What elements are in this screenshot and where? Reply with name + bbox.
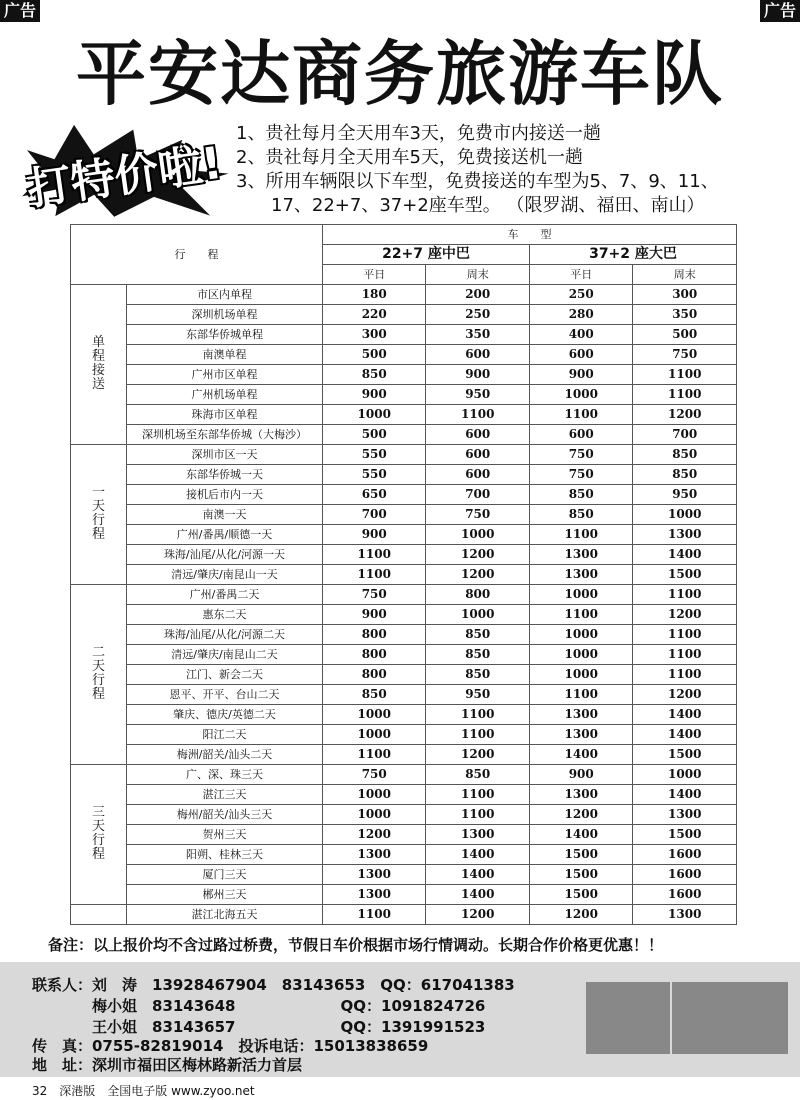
price-cell: 1400 <box>633 725 737 745</box>
table-row <box>71 365 737 385</box>
group-label <box>71 445 127 585</box>
price-cell: 1000 <box>426 605 530 625</box>
table-row <box>71 845 737 865</box>
ad-tag-right: 广告 <box>760 0 800 22</box>
price-cell: 750 <box>323 585 426 605</box>
bus-photo <box>586 982 670 1054</box>
car-type-header: 车 型 <box>323 225 737 245</box>
contact-line: 梅小姐 83143648 QQ：1091824726 <box>32 997 486 1015</box>
table-row <box>71 685 737 705</box>
group-label <box>71 285 127 445</box>
route-cell: 梅洲/韶关/汕头二天 <box>127 745 323 765</box>
route-cell: 厦门三天 <box>127 865 323 885</box>
price-cell: 1200 <box>323 825 426 845</box>
price-cell: 600 <box>529 425 632 445</box>
table-row <box>71 665 737 685</box>
price-cell: 750 <box>426 505 530 525</box>
price-cell: 1300 <box>529 705 632 725</box>
price-cell: 280 <box>529 305 632 325</box>
route-cell: 广州/番禺/顺德一天 <box>127 525 323 545</box>
price-cell: 1300 <box>323 865 426 885</box>
weekend-header: 周末 <box>633 265 737 285</box>
table-row <box>71 325 737 345</box>
bus-header-1: 22+7 座中巴 <box>323 245 530 265</box>
table-row <box>71 505 737 525</box>
price-cell: 1100 <box>529 525 632 545</box>
price-cell: 1000 <box>633 765 737 785</box>
weekday-header: 平日 <box>529 265 632 285</box>
price-cell: 1000 <box>529 585 632 605</box>
promo-burst <box>14 118 244 223</box>
route-cell: 市区内单程 <box>127 285 323 305</box>
price-cell: 1100 <box>529 685 632 705</box>
price-cell: 950 <box>426 385 530 405</box>
price-cell: 1400 <box>633 705 737 725</box>
route-header: 行 程 <box>71 225 323 285</box>
price-cell: 900 <box>323 605 426 625</box>
price-cell: 1300 <box>529 725 632 745</box>
price-cell: 180 <box>323 285 426 305</box>
route-cell: 江门、新会二天 <box>127 665 323 685</box>
price-cell: 1200 <box>633 685 737 705</box>
price-cell: 1200 <box>426 565 530 585</box>
price-cell: 1500 <box>633 825 737 845</box>
price-cell: 1000 <box>426 525 530 545</box>
price-cell: 1600 <box>633 845 737 865</box>
price-cell: 600 <box>426 345 530 365</box>
price-cell: 600 <box>426 465 530 485</box>
route-cell: 广、深、珠三天 <box>127 765 323 785</box>
price-cell: 1500 <box>633 565 737 585</box>
price-cell: 1300 <box>529 565 632 585</box>
price-cell: 550 <box>323 445 426 465</box>
contact-line: 王小姐 83143657 QQ：1391991523 <box>32 1018 486 1036</box>
price-cell: 1000 <box>529 665 632 685</box>
price-cell: 1000 <box>323 725 426 745</box>
table-row <box>71 785 737 805</box>
price-cell: 1100 <box>426 405 530 425</box>
price-cell: 650 <box>323 485 426 505</box>
price-cell: 300 <box>323 325 426 345</box>
price-cell: 900 <box>529 765 632 785</box>
price-cell: 600 <box>426 425 530 445</box>
table-row <box>71 745 737 765</box>
price-cell: 1500 <box>529 845 632 865</box>
table-row <box>71 725 737 745</box>
price-cell: 1600 <box>633 885 737 905</box>
price-cell: 1200 <box>529 805 632 825</box>
price-cell: 750 <box>323 765 426 785</box>
price-cell: 1300 <box>323 885 426 905</box>
price-cell: 800 <box>426 585 530 605</box>
route-cell: 郴州三天 <box>127 885 323 905</box>
price-table-body <box>71 285 737 925</box>
price-cell: 1100 <box>633 645 737 665</box>
group-label <box>71 905 127 925</box>
table-row <box>71 705 737 725</box>
table-row <box>71 285 737 305</box>
table-row <box>71 625 737 645</box>
price-cell: 850 <box>529 505 632 525</box>
group-label-text: 一天行程 <box>91 484 105 542</box>
price-cell: 350 <box>426 325 530 345</box>
price-cell: 1100 <box>323 905 426 925</box>
price-cell: 850 <box>633 445 737 465</box>
table-row <box>71 605 737 625</box>
ad-tag-left: 广告 <box>0 0 40 22</box>
price-cell: 850 <box>529 485 632 505</box>
price-cell: 300 <box>633 285 737 305</box>
price-cell: 1500 <box>529 885 632 905</box>
route-cell: 梅州/韶关/汕头三天 <box>127 805 323 825</box>
price-cell: 1200 <box>633 405 737 425</box>
route-cell: 惠东二天 <box>127 605 323 625</box>
route-cell: 珠海/汕尾/从化/河源二天 <box>127 625 323 645</box>
price-cell: 1400 <box>529 745 632 765</box>
price-cell: 220 <box>323 305 426 325</box>
price-cell: 1100 <box>323 745 426 765</box>
table-row <box>71 305 737 325</box>
price-cell: 1100 <box>633 585 737 605</box>
route-cell: 贺州三天 <box>127 825 323 845</box>
price-cell: 250 <box>426 305 530 325</box>
route-cell: 湛江北海五天 <box>127 905 323 925</box>
route-cell: 南澳一天 <box>127 505 323 525</box>
price-cell: 900 <box>426 365 530 385</box>
price-cell: 500 <box>323 345 426 365</box>
price-cell: 800 <box>323 645 426 665</box>
price-cell: 1300 <box>633 905 737 925</box>
route-cell: 阳朔、桂林三天 <box>127 845 323 865</box>
price-cell: 1400 <box>529 825 632 845</box>
route-cell: 恩平、开平、台山二天 <box>127 685 323 705</box>
price-cell: 700 <box>633 425 737 445</box>
table-row <box>71 465 737 485</box>
price-cell: 850 <box>426 665 530 685</box>
bus-fleet-photo <box>672 982 788 1054</box>
price-cell: 1100 <box>529 405 632 425</box>
group-label-text: 三天行程 <box>91 804 105 862</box>
table-row <box>71 905 737 925</box>
group-label <box>71 765 127 905</box>
fax-line: 传 真：0755-82819014 投诉电话：15013838659 <box>32 1037 429 1055</box>
price-cell: 750 <box>529 445 632 465</box>
price-cell: 200 <box>426 285 530 305</box>
table-row <box>71 425 737 445</box>
price-cell: 1000 <box>529 625 632 645</box>
price-cell: 1200 <box>426 545 530 565</box>
route-cell: 珠海市区单程 <box>127 405 323 425</box>
table-row <box>71 345 737 365</box>
price-cell: 850 <box>426 765 530 785</box>
price-cell: 1100 <box>529 605 632 625</box>
price-cell: 800 <box>323 625 426 645</box>
price-cell: 1400 <box>426 885 530 905</box>
note-3: 3、所用车辆限以下车型，免费接送的车型为5、7、9、11、 <box>236 171 719 192</box>
price-cell: 500 <box>323 425 426 445</box>
price-cell: 850 <box>323 685 426 705</box>
route-cell: 广州市区单程 <box>127 365 323 385</box>
price-cell: 1400 <box>426 865 530 885</box>
table-row <box>71 565 737 585</box>
route-cell: 广州/番禺二天 <box>127 585 323 605</box>
price-cell: 1300 <box>529 545 632 565</box>
weekday-header: 平日 <box>323 265 426 285</box>
price-cell: 1100 <box>633 385 737 405</box>
price-cell: 1200 <box>426 745 530 765</box>
price-cell: 500 <box>633 325 737 345</box>
price-cell: 1300 <box>426 825 530 845</box>
price-cell: 1100 <box>633 625 737 645</box>
price-cell: 950 <box>426 685 530 705</box>
price-cell: 400 <box>529 325 632 345</box>
price-cell: 1400 <box>633 545 737 565</box>
price-cell: 850 <box>323 365 426 385</box>
price-cell: 750 <box>529 465 632 485</box>
table-row <box>71 645 737 665</box>
price-cell: 250 <box>529 285 632 305</box>
table-row <box>71 485 737 505</box>
route-cell: 广州机场单程 <box>127 385 323 405</box>
price-cell: 1500 <box>529 865 632 885</box>
price-cell: 700 <box>323 505 426 525</box>
table-row <box>71 545 737 565</box>
price-cell: 1100 <box>633 365 737 385</box>
price-cell: 350 <box>633 305 737 325</box>
note-4: 17、22+7、37+2座车型。 （限罗湖、福田、南山） <box>271 195 705 216</box>
price-cell: 1400 <box>426 845 530 865</box>
price-cell: 1000 <box>529 645 632 665</box>
weekend-header: 周末 <box>426 265 530 285</box>
table-row <box>71 765 737 785</box>
price-cell: 1100 <box>426 805 530 825</box>
table-row <box>71 865 737 885</box>
group-label-text: 二天行程 <box>91 644 105 702</box>
address-line: 地 址：深圳市福田区梅林路新活力首层 <box>32 1056 303 1074</box>
price-cell: 1300 <box>529 785 632 805</box>
table-row <box>71 825 737 845</box>
group-label <box>71 585 127 765</box>
notes-block <box>236 122 796 218</box>
price-cell: 1000 <box>633 505 737 525</box>
price-cell: 1100 <box>426 785 530 805</box>
contact-line: 联系人：刘 涛 13928467904 83143653 QQ：617041383 <box>32 976 515 994</box>
price-cell: 850 <box>426 625 530 645</box>
price-cell: 1100 <box>426 705 530 725</box>
route-cell: 肇庆、德庆/英德二天 <box>127 705 323 725</box>
price-cell: 1100 <box>323 545 426 565</box>
route-cell: 清远/肇庆/南昆山二天 <box>127 645 323 665</box>
note-1: 1、贵社每月全天用车3天，免费市内接送一趟 <box>236 123 601 144</box>
price-cell: 900 <box>529 365 632 385</box>
price-cell: 550 <box>323 465 426 485</box>
price-cell: 850 <box>426 645 530 665</box>
price-cell: 1200 <box>633 605 737 625</box>
price-cell: 1400 <box>633 785 737 805</box>
price-cell: 900 <box>323 385 426 405</box>
price-cell: 1200 <box>529 905 632 925</box>
price-cell: 1200 <box>426 905 530 925</box>
price-cell: 1300 <box>633 805 737 825</box>
route-cell: 南澳单程 <box>127 345 323 365</box>
remark: 备注：以上报价均不含过路过桥费，节假日车价根据市场行情调动。长期合作价格更优惠！！ <box>48 936 664 954</box>
note-2: 2、贵社每月全天用车5天，免费接送机一趟 <box>236 147 583 168</box>
price-table <box>70 224 737 925</box>
table-row <box>71 525 737 545</box>
route-cell: 深圳机场单程 <box>127 305 323 325</box>
route-cell: 珠海/汕尾/从化/河源一天 <box>127 545 323 565</box>
page-footer: 32 深港版 全国电子版 www.zyoo.net <box>32 1084 255 1098</box>
price-cell: 950 <box>633 485 737 505</box>
table-row <box>71 805 737 825</box>
price-cell: 1600 <box>633 865 737 885</box>
route-cell: 清远/肇庆/南昆山一天 <box>127 565 323 585</box>
price-cell: 1000 <box>323 705 426 725</box>
price-cell: 1300 <box>323 845 426 865</box>
price-cell: 1000 <box>323 785 426 805</box>
promo-text: 打特价啦! <box>24 137 226 216</box>
price-cell: 1100 <box>323 565 426 585</box>
price-cell: 1000 <box>323 805 426 825</box>
bus-header-2: 37+2 座大巴 <box>529 245 736 265</box>
price-cell: 900 <box>323 525 426 545</box>
page-title: 平安达商务旅游车队 <box>76 32 724 115</box>
table-row <box>71 585 737 605</box>
route-cell: 湛江三天 <box>127 785 323 805</box>
price-cell: 850 <box>633 465 737 485</box>
route-cell: 深圳市区一天 <box>127 445 323 465</box>
group-label-text: 单程接送 <box>91 334 105 392</box>
price-cell: 1300 <box>633 525 737 545</box>
route-cell: 东部华侨城单程 <box>127 325 323 345</box>
price-cell: 750 <box>633 345 737 365</box>
table-row <box>71 405 737 425</box>
price-cell: 600 <box>426 445 530 465</box>
price-cell: 1000 <box>323 405 426 425</box>
price-cell: 600 <box>529 345 632 365</box>
route-cell: 阳江二天 <box>127 725 323 745</box>
price-cell: 1100 <box>633 665 737 685</box>
table-row <box>71 385 737 405</box>
price-cell: 800 <box>323 665 426 685</box>
price-cell: 1100 <box>426 725 530 745</box>
price-cell: 1500 <box>633 745 737 765</box>
route-cell: 东部华侨城一天 <box>127 465 323 485</box>
route-cell: 接机后市内一天 <box>127 485 323 505</box>
price-cell: 700 <box>426 485 530 505</box>
table-row <box>71 445 737 465</box>
route-cell: 深圳机场至东部华侨城（大梅沙） <box>127 425 323 445</box>
table-row <box>71 885 737 905</box>
price-cell: 1000 <box>529 385 632 405</box>
